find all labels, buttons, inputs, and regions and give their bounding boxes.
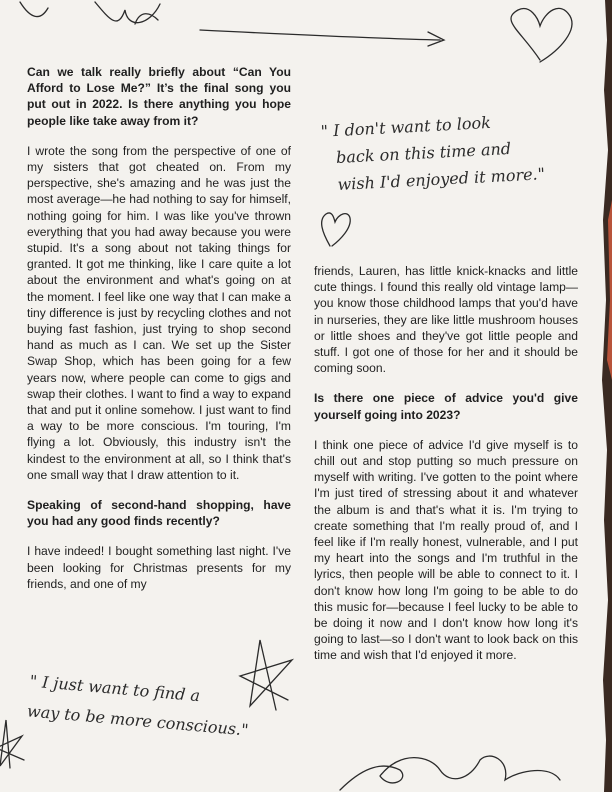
heart-icon xyxy=(511,8,572,62)
star-left-icon xyxy=(0,720,24,768)
arrow-icon xyxy=(200,30,444,46)
question-second-hand: Speaking of second-hand shopping, have you had any good finds recently? xyxy=(27,498,291,529)
answer-can-you-afford: I wrote the song from the perspective of one of my sisters that got cheated on. From my perspective, she's amazing and he was just the most average—he had nothing to say for himself, nothing going for him. I was like you've thrown everything that you had away because you were stupid. It's a song about not taking things for granted. It got me thinking, like I care quite a lot about the environment and what's going on at the moment. I feel like one way that I can make a tiny difference is just by recycling clothes and not buying fast fashion, just trying to shop second hand as much as I can. We set up the Sister Swap Shop, which has been going for a few years now, where people can come to gigs and swap their clothes. I want to find a way to expand that and put it online somehow. I just want to find a way to be more conscious. I'm touring, I'm flying a lot. Obviously, this industry isn't the kindest to the environment at all, so I think that's one small way that I draw attention to it. xyxy=(27,143,291,482)
answer-second-hand-cont: friends, Lauren, has little knick-knacks and little cute things. I found this really old vintage lamp— you know those childhood lamps that you'd have in nurseries, they are like little mushroom houses or little shoes and they've got little people and stuff. I got one of those for her and it should be coming soon. xyxy=(314,264,578,376)
star-right-icon xyxy=(240,640,292,710)
handwritten-quote-top-line: " I don't want to look xyxy=(320,112,492,141)
scribble-top-left-icon xyxy=(20,2,160,24)
question-can-you-afford: Can we talk really briefly about “Can You Afford to Lose Me?” It’s the final song you put out in 2022. Is there anything you hope people like take away from it? xyxy=(27,65,291,128)
answer-second-hand-start: I have indeed! I bought something last night. I've been looking for Christmas presents for my friends, and one of my xyxy=(27,544,291,591)
small-heart-icon xyxy=(322,213,351,246)
scribble-bottom-icon xyxy=(340,756,560,790)
answer-advice-2023: I think one piece of advice I'd give myself is to chill out and stop putting so much pressure on myself with writing. I've gotten to the point where I'm just tired of stressing about it and whatever the album is and that's what it is. I'm trying to create something that I'm really proud of, and I feel like if I'm really honest, vulnerable, and I put my heart into the songs and I'm truthful in the lyrics, then people will be able to connect to it. I don't know how long I'm going to be able to do this music for—because I feel lucky to be able to be doing it now and I don't know how long it's going to last—so I don't want to look back on this time and wish that I'd enjoyed it more. xyxy=(314,437,578,663)
handwritten-quote-bottom-line: " I just want to find a xyxy=(28,671,201,706)
handwritten-quote-top-line: back on this time and xyxy=(335,138,512,168)
handwritten-quote-top-line: wish I'd enjoyed it more." xyxy=(337,164,546,195)
handwritten-quote-bottom-line: way to be more conscious." xyxy=(26,701,250,740)
question-advice-2023: Is there one piece of advice you'd give yourself going into 2023? xyxy=(314,391,578,422)
